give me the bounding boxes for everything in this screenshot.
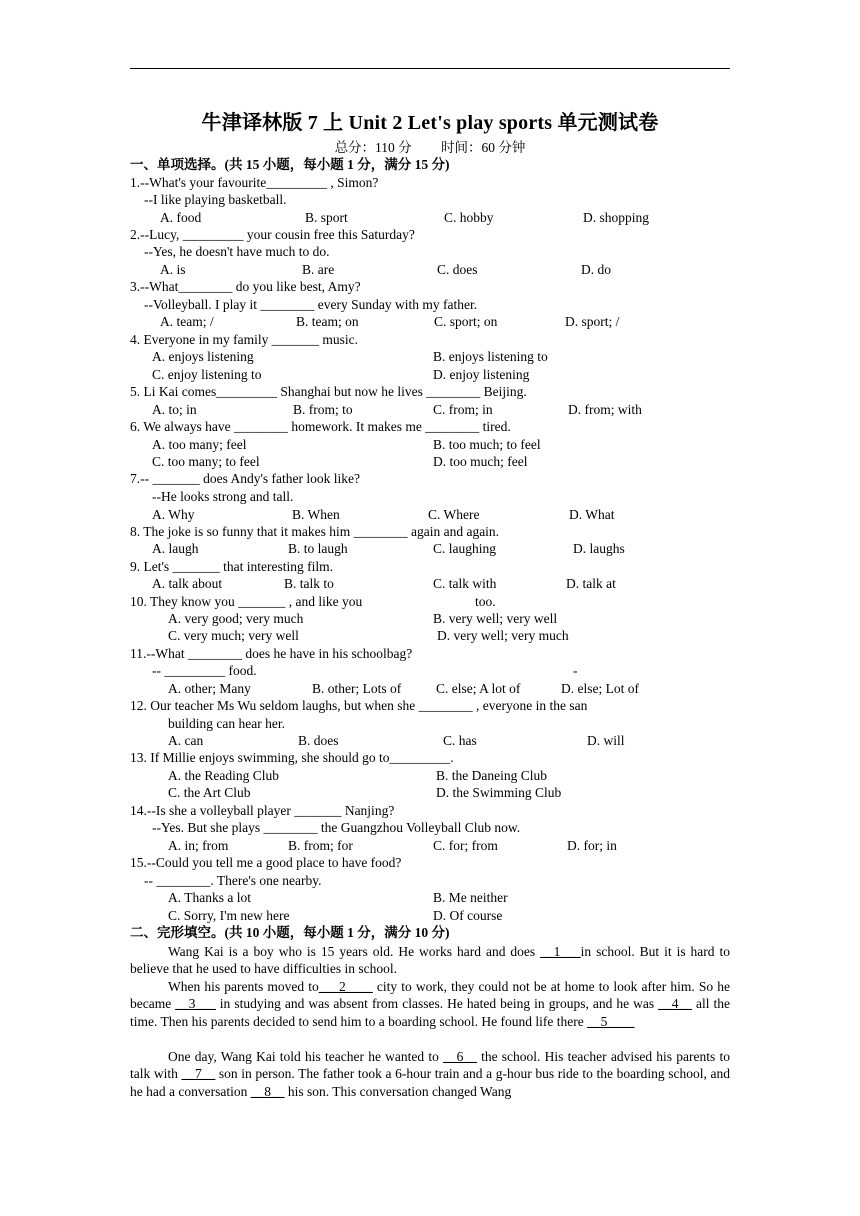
cloze-blank: __3___ [175, 996, 216, 1012]
option-d: D. sport; / [565, 314, 620, 329]
option-c: C. very much; very well [168, 628, 299, 643]
cloze-blank: __8__ [250, 1083, 285, 1099]
option-c: C. too many; to feel [152, 454, 260, 469]
option-b: B. sport [305, 210, 348, 225]
total-score: 总分：110 分 [334, 140, 412, 155]
option-d: D. from; with [568, 402, 642, 417]
option-a: A. to; in [152, 402, 197, 417]
option-d: D. What [569, 507, 615, 522]
question-stem: 8. The joke is so funny that it makes him ________ again and again. [130, 524, 500, 539]
option-c: C. else; A lot of [436, 681, 521, 696]
option-d: D. laughs [573, 541, 625, 556]
option-d: D. for; in [567, 838, 617, 853]
option-a: A. food [160, 210, 202, 225]
cloze-blank: __1___ [540, 944, 581, 959]
option-c: C. has [443, 733, 477, 748]
passage-text: Wang Kai is a boy who is 15 years old. He works hard and does [168, 944, 541, 959]
question-stem: 3.--What________ do you like best, Amy? [130, 279, 361, 294]
option-c: C. sport; on [434, 314, 498, 329]
cloze-blank: __7__ [181, 1066, 216, 1082]
option-a: A. talk about [152, 576, 223, 591]
question-stem: 10. They know you _______ , and like you [130, 594, 363, 609]
option-a: A. team; / [160, 314, 214, 329]
option-c: C. laughing [433, 541, 496, 556]
question-stem: 1.--What's your favourite_________ , Simon? [130, 175, 379, 190]
option-b: B. from; for [288, 838, 353, 853]
cloze-blank: __5____ [587, 1013, 635, 1029]
question-stem: 2.--Lucy, _________ your cousin free this Saturday? [130, 227, 415, 242]
passage-text: in school. But it is hard to believe that he used to have difficulties in school. [130, 944, 731, 977]
question-stem: building can hear her. [168, 716, 285, 731]
cloze-blank: ___2____ [318, 979, 373, 994]
option-c: C. the Art Club [168, 785, 251, 800]
option-c: C. enjoy listening to [152, 367, 262, 382]
option-a: A. is [160, 262, 186, 277]
header-rule [130, 68, 730, 69]
cloze-blank: __4__ [658, 996, 692, 1012]
question-stem: -- ________. There's one nearby. [144, 873, 322, 888]
option-a: A. in; from [168, 838, 229, 853]
option-a: A. Thanks a lot [168, 890, 251, 905]
option-d: D. very well; very much [437, 628, 569, 643]
option-b: B. team; on [296, 314, 359, 329]
option-a: A. laugh [152, 541, 199, 556]
passage-text: son in person. The father took a 6-hour train and a g-hour bus ride to the boarding school, and he had a conversation [130, 1066, 730, 1099]
option-b: B. does [298, 733, 339, 748]
option-c: C. Sorry, I'm new here [168, 908, 290, 923]
option-c: C. from; in [433, 402, 493, 417]
question-stem: 14.--Is she a volleyball player _______ Nanjing? [130, 803, 395, 818]
question-stem: 9. Let's _______ that interesting film. [130, 559, 334, 574]
option-d: D. Of course [433, 908, 503, 923]
question-stem: 6. We always have ________ homework. It makes me ________ tired. [130, 419, 511, 434]
option-b: B. When [292, 507, 340, 522]
option-a: A. too many; feel [152, 437, 247, 452]
option-a: A. the Reading Club [168, 768, 279, 783]
question-stem: 11.--What ________ does he have in his schoolbag? [130, 646, 413, 661]
option-d: D. will [587, 733, 625, 748]
cloze-blank: __6__ [443, 1049, 477, 1064]
question-stem: -- _________ food. [152, 663, 257, 678]
option-d: D. too much; feel [433, 454, 528, 469]
option-b: B. the Daneing Club [436, 768, 547, 783]
option-c: C. for; from [433, 838, 498, 853]
question-stem: --I like playing basketball. [144, 192, 287, 207]
option-a: A. can [168, 733, 204, 748]
question-stem: --He looks strong and tall. [152, 489, 294, 504]
page-title: 牛津译林版 7 上 Unit 2 Let's play sports 单元测试卷 [201, 112, 659, 134]
question-stem: --Yes, he doesn't have much to do. [144, 244, 330, 259]
exam-meta [0, 136, 860, 156]
option-b: B. other; Lots of [312, 681, 402, 696]
option-b: B. are [302, 262, 335, 277]
question-stem: too. [475, 594, 496, 609]
option-d: D. else; Lot of [561, 681, 639, 696]
question-stem: 7.-- _______ does Andy's father look like? [130, 471, 361, 486]
option-a: A. enjoys listening [152, 349, 254, 364]
option-d: D. talk at [566, 576, 616, 591]
option-c: C. talk with [433, 576, 497, 591]
option-b: B. talk to [284, 576, 334, 591]
option-a: A. Why [152, 507, 195, 522]
option-b: B. to laugh [288, 541, 348, 556]
question-stem: 4. Everyone in my family _______ music. [130, 332, 358, 347]
passage-text: When his parents moved to [168, 979, 319, 994]
option-c: C. does [437, 262, 478, 277]
option-d: D. shopping [583, 210, 650, 225]
option-b: B. Me neither [433, 890, 508, 905]
option-b: B. from; to [293, 402, 353, 417]
question-stem: --Yes. But she plays ________ the Guangzhou Volleyball Club now. [152, 820, 521, 835]
question-stem: 5. Li Kai comes_________ Shanghai but now he lives ________ Beijing. [130, 384, 527, 399]
option-b: B. very well; very well [433, 611, 558, 626]
question-stem: - [573, 663, 578, 678]
question-stem: --Volleyball. I play it ________ every Sunday with my father. [144, 297, 478, 312]
option-a: A. very good; very much [168, 611, 304, 626]
option-d: D. the Swimming Club [436, 785, 562, 800]
option-b: B. too much; to feel [433, 437, 541, 452]
question-stem: 15.--Could you tell me a good place to have food? [130, 855, 402, 870]
passage-text: in studying and was absent from classes. He hated being in groups, and he was [215, 996, 659, 1012]
option-d: D. do [581, 262, 611, 277]
cloze-paragraph [130, 943, 730, 978]
passage-text: his son. This conversation changed Wang [284, 1083, 512, 1099]
cloze-paragraph [130, 978, 730, 1030]
exam-time: 时间：60 分钟 [441, 140, 526, 155]
section-heading: 二、完形填空。(共 10 小题，每小题 1 分，满分 10 分) [130, 925, 450, 940]
option-c: C. Where [428, 507, 480, 522]
option-b: B. enjoys listening to [433, 349, 548, 364]
option-a: A. other; Many [168, 681, 251, 696]
option-d: D. enjoy listening [433, 367, 530, 382]
passage-text: all the time. Then his parents decided to send him to a boarding school. He found life there [130, 996, 730, 1029]
question-stem: 12. Our teacher Ms Wu seldom laughs, but when she ________ , everyone in the san [130, 698, 588, 713]
passage-text: city to work, they could not be at home to look after him. So he became [130, 979, 731, 1012]
option-c: C. hobby [444, 210, 494, 225]
passage-text: One day, Wang Kai told his teacher he wanted to [168, 1049, 444, 1064]
passage-text: the school. His teacher advised his parents to talk with [130, 1049, 730, 1082]
question-stem: 13. If Millie enjoys swimming, she should go to_________. [130, 750, 454, 765]
section-heading: 一、单项选择。(共 15 小题，每小题 1 分，满分 15 分) [130, 157, 450, 172]
cloze-paragraph [130, 1048, 730, 1100]
